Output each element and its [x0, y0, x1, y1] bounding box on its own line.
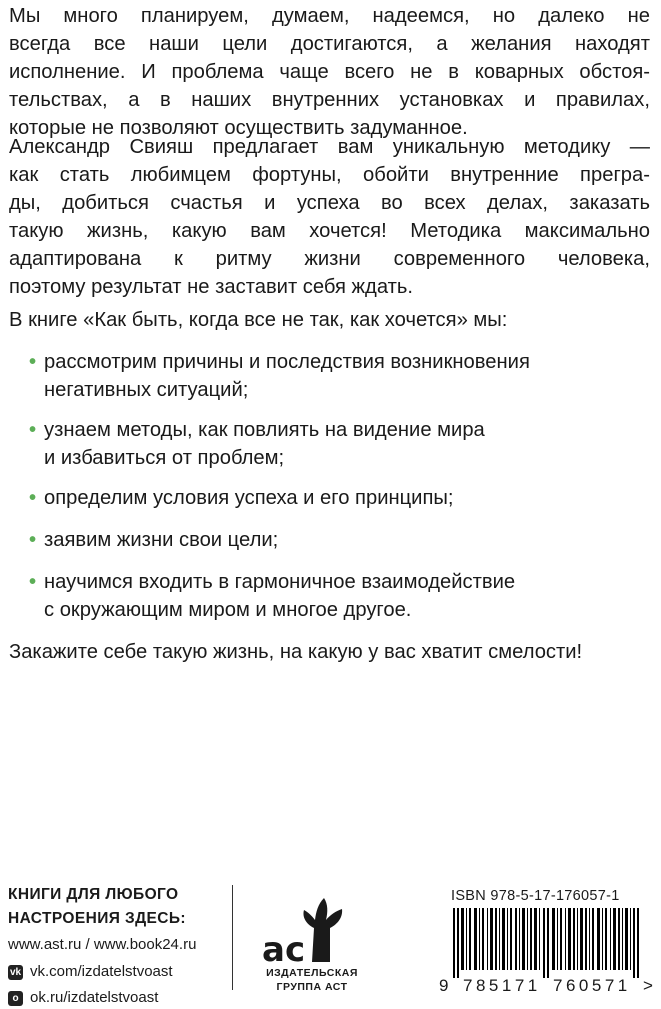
ok-link: ok.ru/izdatelstvoast	[30, 989, 159, 1006]
publisher-caption	[237, 966, 387, 994]
book-intro	[9, 306, 650, 334]
footer-heading: НАСТРОЕНИЯ ЗДЕСЬ:	[8, 910, 186, 927]
text-line: Мы много планируем, думаем, надеемся, но далеко не	[9, 5, 650, 27]
text-line: с окружающим миром и многое другое.	[44, 599, 412, 621]
text-line: которые не позволяют осуществить задуманное.	[9, 117, 468, 139]
footer-heading: КНИГИ ДЛЯ ЛЮБОГО	[8, 886, 179, 903]
text-line: исполнение. И проблема чаще всего не в коварных обстоя-	[9, 61, 650, 83]
ok-icon: o	[8, 991, 23, 1006]
paragraph-intro	[9, 2, 650, 142]
footer-contacts	[8, 883, 223, 1009]
text-line: определим условия успеха и его принципы;	[44, 487, 454, 509]
bullet-item	[29, 568, 654, 624]
bullet-dot: •	[29, 351, 37, 373]
text-line: негативных ситуаций;	[44, 379, 249, 401]
text-line: такую жизнь, какую вам хочется! Методика максимально	[9, 220, 650, 242]
bullet-dot: •	[29, 529, 37, 551]
barcode-bars-icon	[439, 908, 655, 978]
text-line: научимся входить в гармоничное взаимодействие	[44, 571, 516, 593]
bullet-dot: •	[29, 571, 37, 593]
text-line: адаптирована к ритму жизни современного человека,	[9, 248, 650, 270]
barcode-digit-group: 760571	[553, 976, 631, 995]
text-line: как стать любимцем фортуны, обойти внутренние прегра-	[9, 164, 650, 186]
bullet-item	[29, 416, 654, 472]
text-line: Закажите себе такую жизнь, на какую у вас хватит смелости!	[9, 641, 583, 663]
footer-ok	[8, 987, 223, 1009]
vk-link: vk.com/izdatelstvoast	[30, 963, 173, 980]
text-line: ды, добиться счастья и успеха во всех делах, заказать	[9, 192, 650, 214]
text-line: рассмотрим причины и последствия возникновения	[44, 351, 530, 373]
text-line: поэтому результат не заставит себя ждать.	[9, 276, 413, 298]
barcode	[439, 888, 655, 996]
caption-line: ИЗДАТЕЛЬСКАЯ	[266, 967, 358, 979]
footer-vk	[8, 961, 223, 983]
text-line: Александр Свияш предлагает вам уникальную методику —	[9, 136, 650, 158]
closing-line	[9, 638, 650, 666]
barcode-arrow: >	[643, 976, 653, 995]
barcode-digit: 9	[439, 976, 449, 995]
barcode-digit-group: 785171	[463, 976, 541, 995]
bullet-dot: •	[29, 419, 37, 441]
paragraph-method	[9, 133, 650, 301]
isbn-number: ISBN 978-5-17-176057-1	[451, 888, 620, 904]
logo-letters: ас	[262, 930, 306, 970]
bullet-item	[29, 348, 654, 404]
text-line: всегда все наши цели достигаются, а желания находят	[9, 33, 650, 55]
bullet-item	[29, 526, 654, 554]
vk-icon: vk	[9, 966, 22, 978]
text-line: заявим жизни свои цели;	[44, 529, 279, 551]
text-line: В книге «Как быть, когда все не так, как хочется» мы:	[9, 309, 508, 331]
text-line: тельствах, а в наших внутренних установках и правилах,	[9, 89, 650, 111]
bullet-dot: •	[29, 487, 37, 509]
bullet-item	[29, 484, 654, 512]
text-line: узнаем методы, как повлиять на видение мира	[44, 419, 485, 441]
footer-divider	[232, 885, 233, 990]
text-line: и избавиться от проблем;	[44, 447, 285, 469]
caption-line: ГРУППА АСТ	[276, 981, 348, 993]
footer-sites: www.ast.ru / www.book24.ru	[8, 936, 197, 953]
